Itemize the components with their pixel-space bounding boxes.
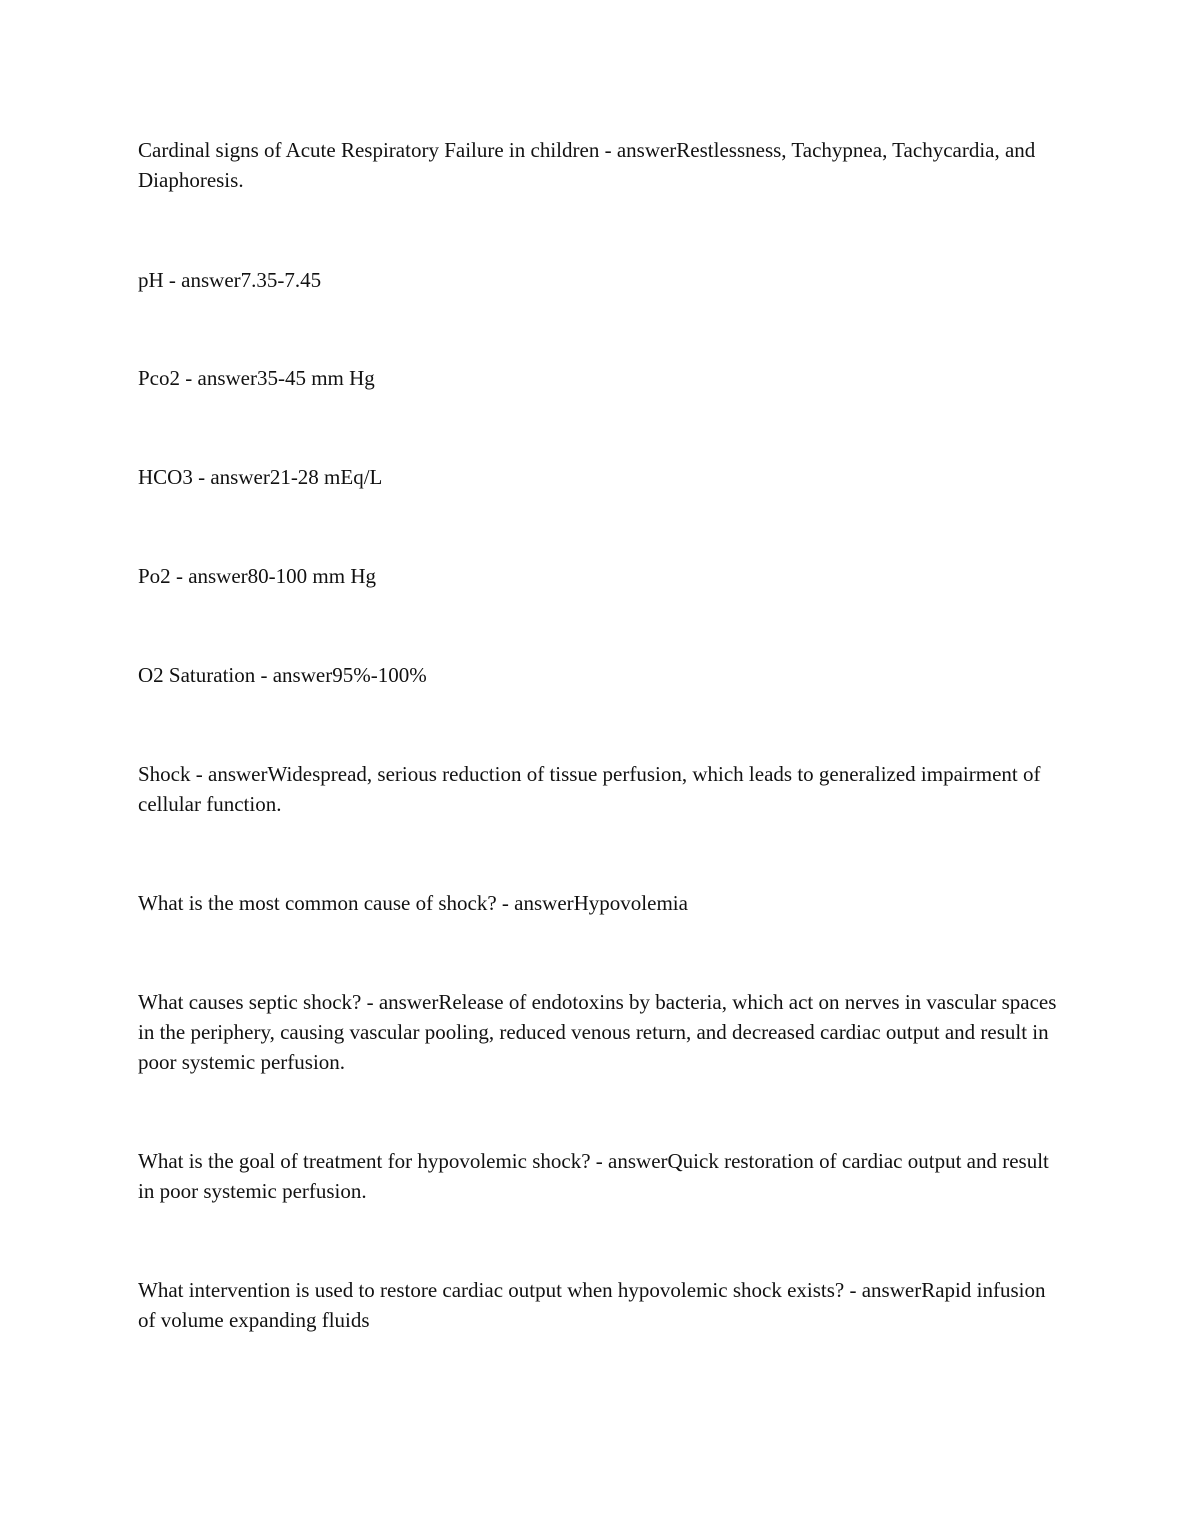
entry-question: What is the most common cause of shock? - <box>138 891 514 915</box>
flashcard-entry <box>138 660 1058 690</box>
entry-answer: answerRestlessness, Tachypnea, Tachycardia, and Diaphoresis. <box>138 138 1036 192</box>
flashcard-entry <box>138 888 1058 918</box>
flashcard-entry <box>138 462 1058 492</box>
flashcard-entry <box>138 1146 1058 1206</box>
entry-answer: answer7.35-7.45 <box>181 268 322 292</box>
flashcard-entry <box>138 265 1058 295</box>
entry-question: What intervention is used to restore cardiac output when hypovolemic shock exists? - <box>138 1278 862 1302</box>
entry-answer: answer21-28 mEq/L <box>210 465 383 489</box>
flashcard-entry <box>138 759 1058 819</box>
entry-answer: answerQuick restoration of cardiac output and result in poor systemic perfusion. <box>138 1149 1049 1203</box>
flashcard-entry <box>138 561 1058 591</box>
entry-answer: answer80-100 mm Hg <box>188 564 376 588</box>
entry-question: Pco2 - <box>138 366 198 390</box>
entry-answer: answer35-45 mm Hg <box>197 366 375 390</box>
entry-question: Cardinal signs of Acute Respiratory Failure in children - <box>138 138 617 162</box>
entry-question: Shock - <box>138 762 208 786</box>
entry-question: pH - <box>138 268 181 292</box>
entry-question: HCO3 - <box>138 465 210 489</box>
flashcard-entry <box>138 1275 1058 1335</box>
entry-question: Po2 - <box>138 564 188 588</box>
entry-question: O2 Saturation - <box>138 663 273 687</box>
entry-answer: answer95%-100% <box>272 663 427 687</box>
entry-question: What causes septic shock? - <box>138 990 379 1014</box>
flashcard-entry <box>138 363 1058 393</box>
entry-answer: answerRapid infusion of volume expanding fluids <box>138 1278 1046 1332</box>
flashcard-entry <box>138 135 1058 195</box>
entry-question: What is the goal of treatment for hypovolemic shock? - <box>138 1149 608 1173</box>
entry-answer: answerWidespread, serious reduction of tissue perfusion, which leads to generalized impairment of cellular function. <box>138 762 1041 816</box>
flashcard-entry <box>138 987 1058 1077</box>
entry-answer: answerHypovolemia <box>514 891 688 915</box>
entry-answer: answerRelease of endotoxins by bacteria, which act on nerves in vascular spaces in the periphery, causing vascular pooling, reduced venous return, and decreased cardiac output and result in poor systemic perfusion. <box>138 990 1057 1074</box>
